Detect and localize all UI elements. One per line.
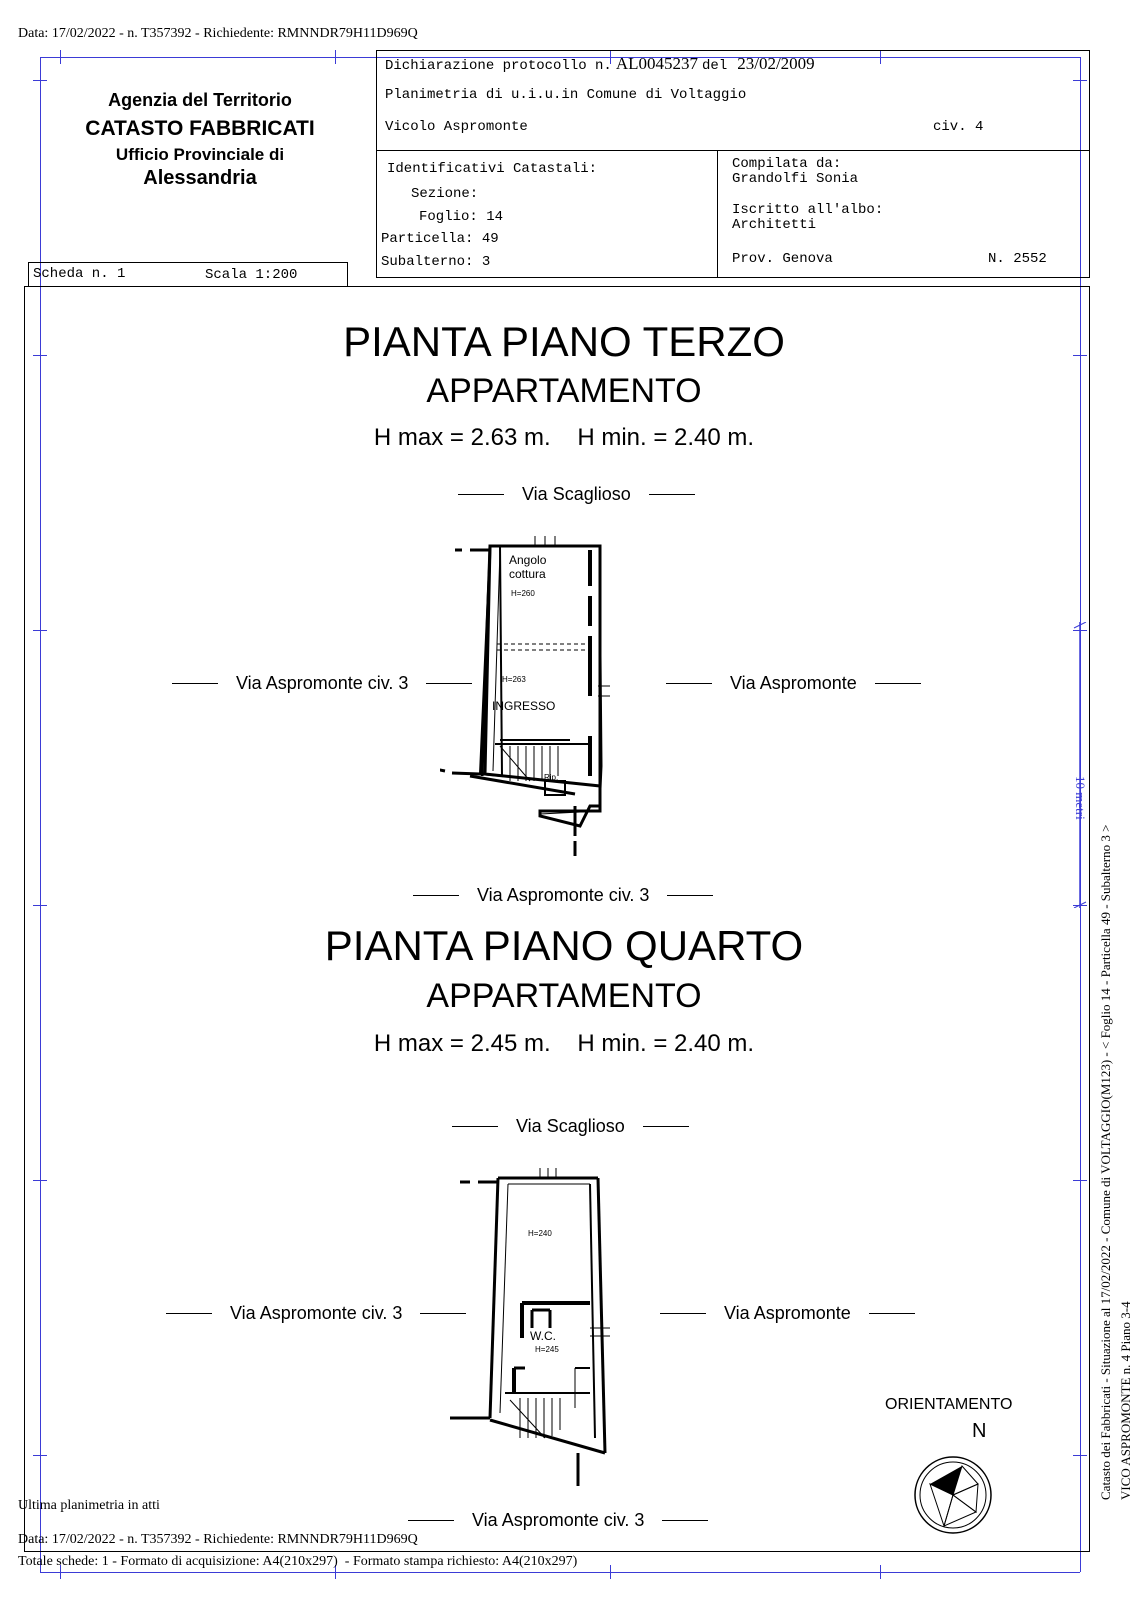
- compiler-box: [717, 150, 1090, 278]
- planimetry-line: Planimetria di u.i.u.in Comune di Voltaggio: [385, 87, 747, 103]
- foglio-field: Foglio: 14: [419, 209, 504, 225]
- office-city: Alessandria: [143, 167, 257, 189]
- floor3-street-bottom: Via Aspromonte civ. 3: [395, 885, 731, 906]
- compass-icon: [912, 1454, 994, 1536]
- declaration-line: Dichiarazione protocollo n. AL0045237 del 23/02/2009: [385, 54, 815, 74]
- footer-totals: Totale schede: 1 - Formato di acquisizione: A4(210x297) - Formato stampa richiesto: A4(210x297): [18, 1554, 578, 1569]
- floor4-street-left: Via Aspromonte civ. 3: [148, 1303, 484, 1324]
- office-label: Ufficio Provinciale di: [115, 145, 285, 164]
- declaration-box: [376, 50, 1090, 151]
- compiler-label: Compilata da:: [732, 156, 842, 172]
- tick: [60, 50, 61, 64]
- scheda-box: [28, 262, 348, 287]
- tick: [610, 1565, 611, 1579]
- tick: [880, 1565, 881, 1579]
- floor4-street-top: Via Scaglioso: [434, 1116, 707, 1137]
- sezione-field: Sezione:: [411, 186, 479, 202]
- scheda-scale: Scala 1:200: [205, 267, 298, 283]
- tick: [33, 80, 47, 81]
- room-wc-height: H=245: [535, 1345, 559, 1354]
- room-angolo-label: Angolo: [509, 553, 547, 567]
- floor3-title: PIANTA PIANO TERZO: [343, 318, 785, 365]
- room-wc-label: W.C.: [530, 1329, 556, 1343]
- orientation-label: ORIENTAMENTO: [885, 1396, 1013, 1413]
- floor3-heights: H max = 2.63 m. H min. = 2.40 m.: [373, 424, 755, 451]
- protocol-date: 23/02/2009: [737, 54, 815, 73]
- request-header: Data: 17/02/2022 - n. T357392 - Richiedente: RMNNDR79H11D969Q: [18, 26, 418, 41]
- floor4-street-bottom: Via Aspromonte civ. 3: [390, 1510, 726, 1531]
- side-text-address: VICO ASPROMONTE n. 4 Piano 3-4: [1118, 1301, 1133, 1500]
- footer-last-plan: Ultima planimetria in atti: [18, 1498, 160, 1513]
- address-street: Vicolo Aspromonte: [385, 119, 528, 135]
- floor4-street-right: Via Aspromonte: [642, 1303, 933, 1324]
- catasto-label: CATASTO FABBRICATI: [85, 117, 315, 140]
- address-civic: civ. 4: [933, 119, 984, 135]
- identifiers-box: [376, 150, 718, 278]
- floor3-street-right: Via Aspromonte: [648, 673, 939, 694]
- floor3-street-left: Via Aspromonte civ. 3: [154, 673, 490, 694]
- floor3-street-top: Via Scaglioso: [440, 484, 713, 505]
- room-rip-label: Rip.: [544, 773, 559, 782]
- floor4-plan: [450, 1168, 615, 1498]
- floor3-plan: [440, 536, 610, 871]
- floor4-subtitle: APPARTAMENTO: [426, 977, 702, 1015]
- agency-name: Agenzia del Territorio: [108, 90, 292, 110]
- agency-block: [40, 90, 360, 190]
- side-text-situation: Catasto dei Fabbricati - Situazione al 17/02/2022 - Comune di VOLTAGGIO(M123) - < Foglio 14 - Particella 49 - Subalterno 3 >: [1098, 824, 1113, 1500]
- footer-request: Data: 17/02/2022 - n. T357392 - Richiedente: RMNNDR79H11D969Q: [18, 1532, 418, 1547]
- floor4-title: PIANTA PIANO QUARTO: [324, 922, 804, 969]
- frame-bottom-line: [40, 1572, 1080, 1573]
- room-ingresso-height: H=263: [502, 675, 526, 684]
- identifiers-title: Identificativi Catastali:: [387, 161, 598, 177]
- protocol-number: AL0045237: [615, 54, 699, 73]
- province: Prov. Genova: [732, 251, 833, 267]
- albo-value: Architetti: [732, 217, 817, 233]
- room-ingresso-label: INGRESSO: [492, 699, 556, 713]
- floor3-subtitle: APPARTAMENTO: [426, 372, 702, 410]
- registration-number: N. 2552: [988, 251, 1047, 267]
- scale-bar: [1072, 622, 1092, 908]
- scale-bar-label: 10 metri: [1073, 776, 1088, 820]
- subalterno-field: Subalterno: 3: [381, 254, 491, 270]
- tick: [335, 50, 336, 64]
- particella-field: Particella: 49: [381, 231, 499, 247]
- room-angolo-label-2: cottura: [509, 567, 546, 581]
- compiler-name: Grandolfi Sonia: [732, 171, 859, 187]
- floor4-heights: H max = 2.45 m. H min. = 2.40 m.: [373, 1030, 755, 1057]
- room-main-height: H=240: [528, 1229, 552, 1238]
- scheda-number: Scheda n. 1: [33, 266, 126, 282]
- north-label: N: [972, 1420, 987, 1442]
- albo-label: Iscritto all'albo:: [732, 202, 884, 218]
- room-angolo-height: H=260: [511, 589, 535, 598]
